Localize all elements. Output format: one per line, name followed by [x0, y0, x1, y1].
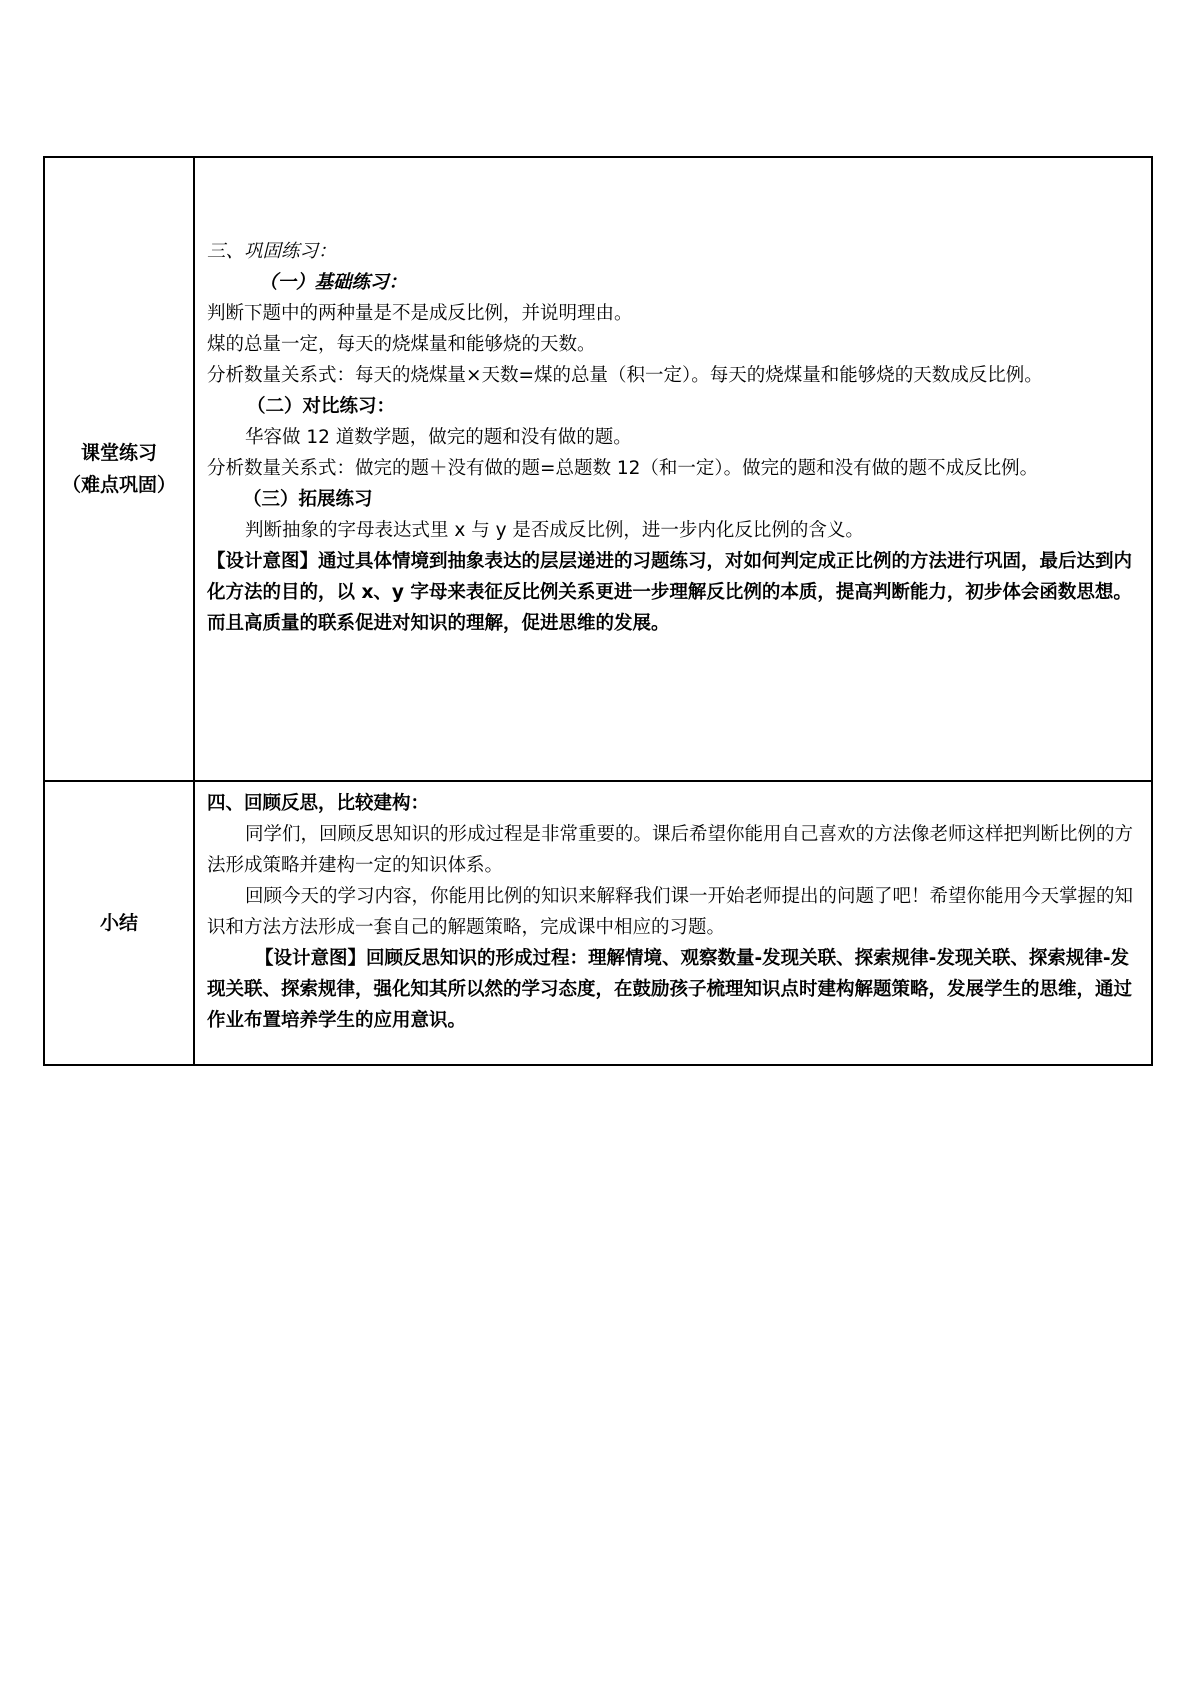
practice-label-line1: 课堂练习	[80, 442, 157, 464]
summary-label: 小结	[99, 912, 138, 934]
summary-label-cell	[44, 781, 194, 1065]
summary-paragraph-2: 回顾今天的学习内容，你能用比例的知识来解释我们课一开始老师提出的问题了吧！希望你能用今天掌握的知识和方法方法形成一套自己的解题策略，完成课中相应的习题。	[207, 886, 1134, 938]
extend-case: 判断抽象的字母表达式里 x 与 y 是否成反比例，进一步内化反比例的含义。	[245, 520, 864, 541]
practice-label-line2: （难点巩固）	[61, 474, 176, 496]
contrast-practice-title: （二）对比练习：	[247, 396, 396, 417]
practice-design-intent: 【设计意图】通过具体情境到抽象表达的层层递进的习题练习，对如何判定成正比例的方法进行巩固，最后达到内化方法的目的，以 x、y 字母来表征反比例关系更进一步理解反比例的本质，提高判断能力，初步体会函数思想。而且高质量的联系促进对知识的理解，促进思维的发展。	[207, 551, 1133, 634]
summary-paragraph-1: 同学们，回顾反思知识的形成过程是非常重要的。课后希望你能用自己喜欢的方法像老师这样把判断比例的方法形成策略并建构一定的知识体系。	[207, 824, 1134, 876]
basic-question: 判断下题中的两种量是不是成反比例，并说明理由。	[207, 303, 633, 324]
practice-row	[44, 157, 1152, 781]
summary-content-cell	[194, 781, 1152, 1065]
basic-case: 煤的总量一定，每天的烧煤量和能够烧的天数。	[207, 334, 596, 355]
summary-row	[44, 781, 1152, 1065]
contrast-case: 华容做 12 道数学题，做完的题和没有做的题。	[245, 427, 632, 448]
summary-design-intent: 【设计意图】回顾反思知识的形成过程：理解情境、观察数量-发现关联、探索规律-发现关联、探索规律-发现关联、探索规律，强化知其所以然的学习态度，在鼓励孩子梳理知识点时建构解题策略，发展学生的思维，通过作业布置培养学生的应用意识。	[207, 948, 1133, 1031]
practice-heading: 三、巩固练习：	[207, 241, 337, 262]
contrast-analysis: 分析数量关系式：做完的题＋没有做的题=总题数 12（和一定）。做完的题和没有做的题不成反比例。	[207, 458, 1039, 479]
basic-analysis: 分析数量关系式：每天的烧煤量×天数=煤的总量（积一定）。每天的烧煤量和能够烧的天数成反比例。	[207, 365, 1043, 386]
extend-practice-title: （三）拓展练习	[243, 489, 373, 510]
lesson-plan-table	[43, 156, 1153, 1066]
basic-practice-title: （一）基础练习：	[259, 272, 408, 293]
practice-label-cell	[44, 157, 194, 781]
practice-content-cell	[194, 157, 1152, 781]
summary-heading: 四、回顾反思，比较建构：	[207, 793, 430, 814]
